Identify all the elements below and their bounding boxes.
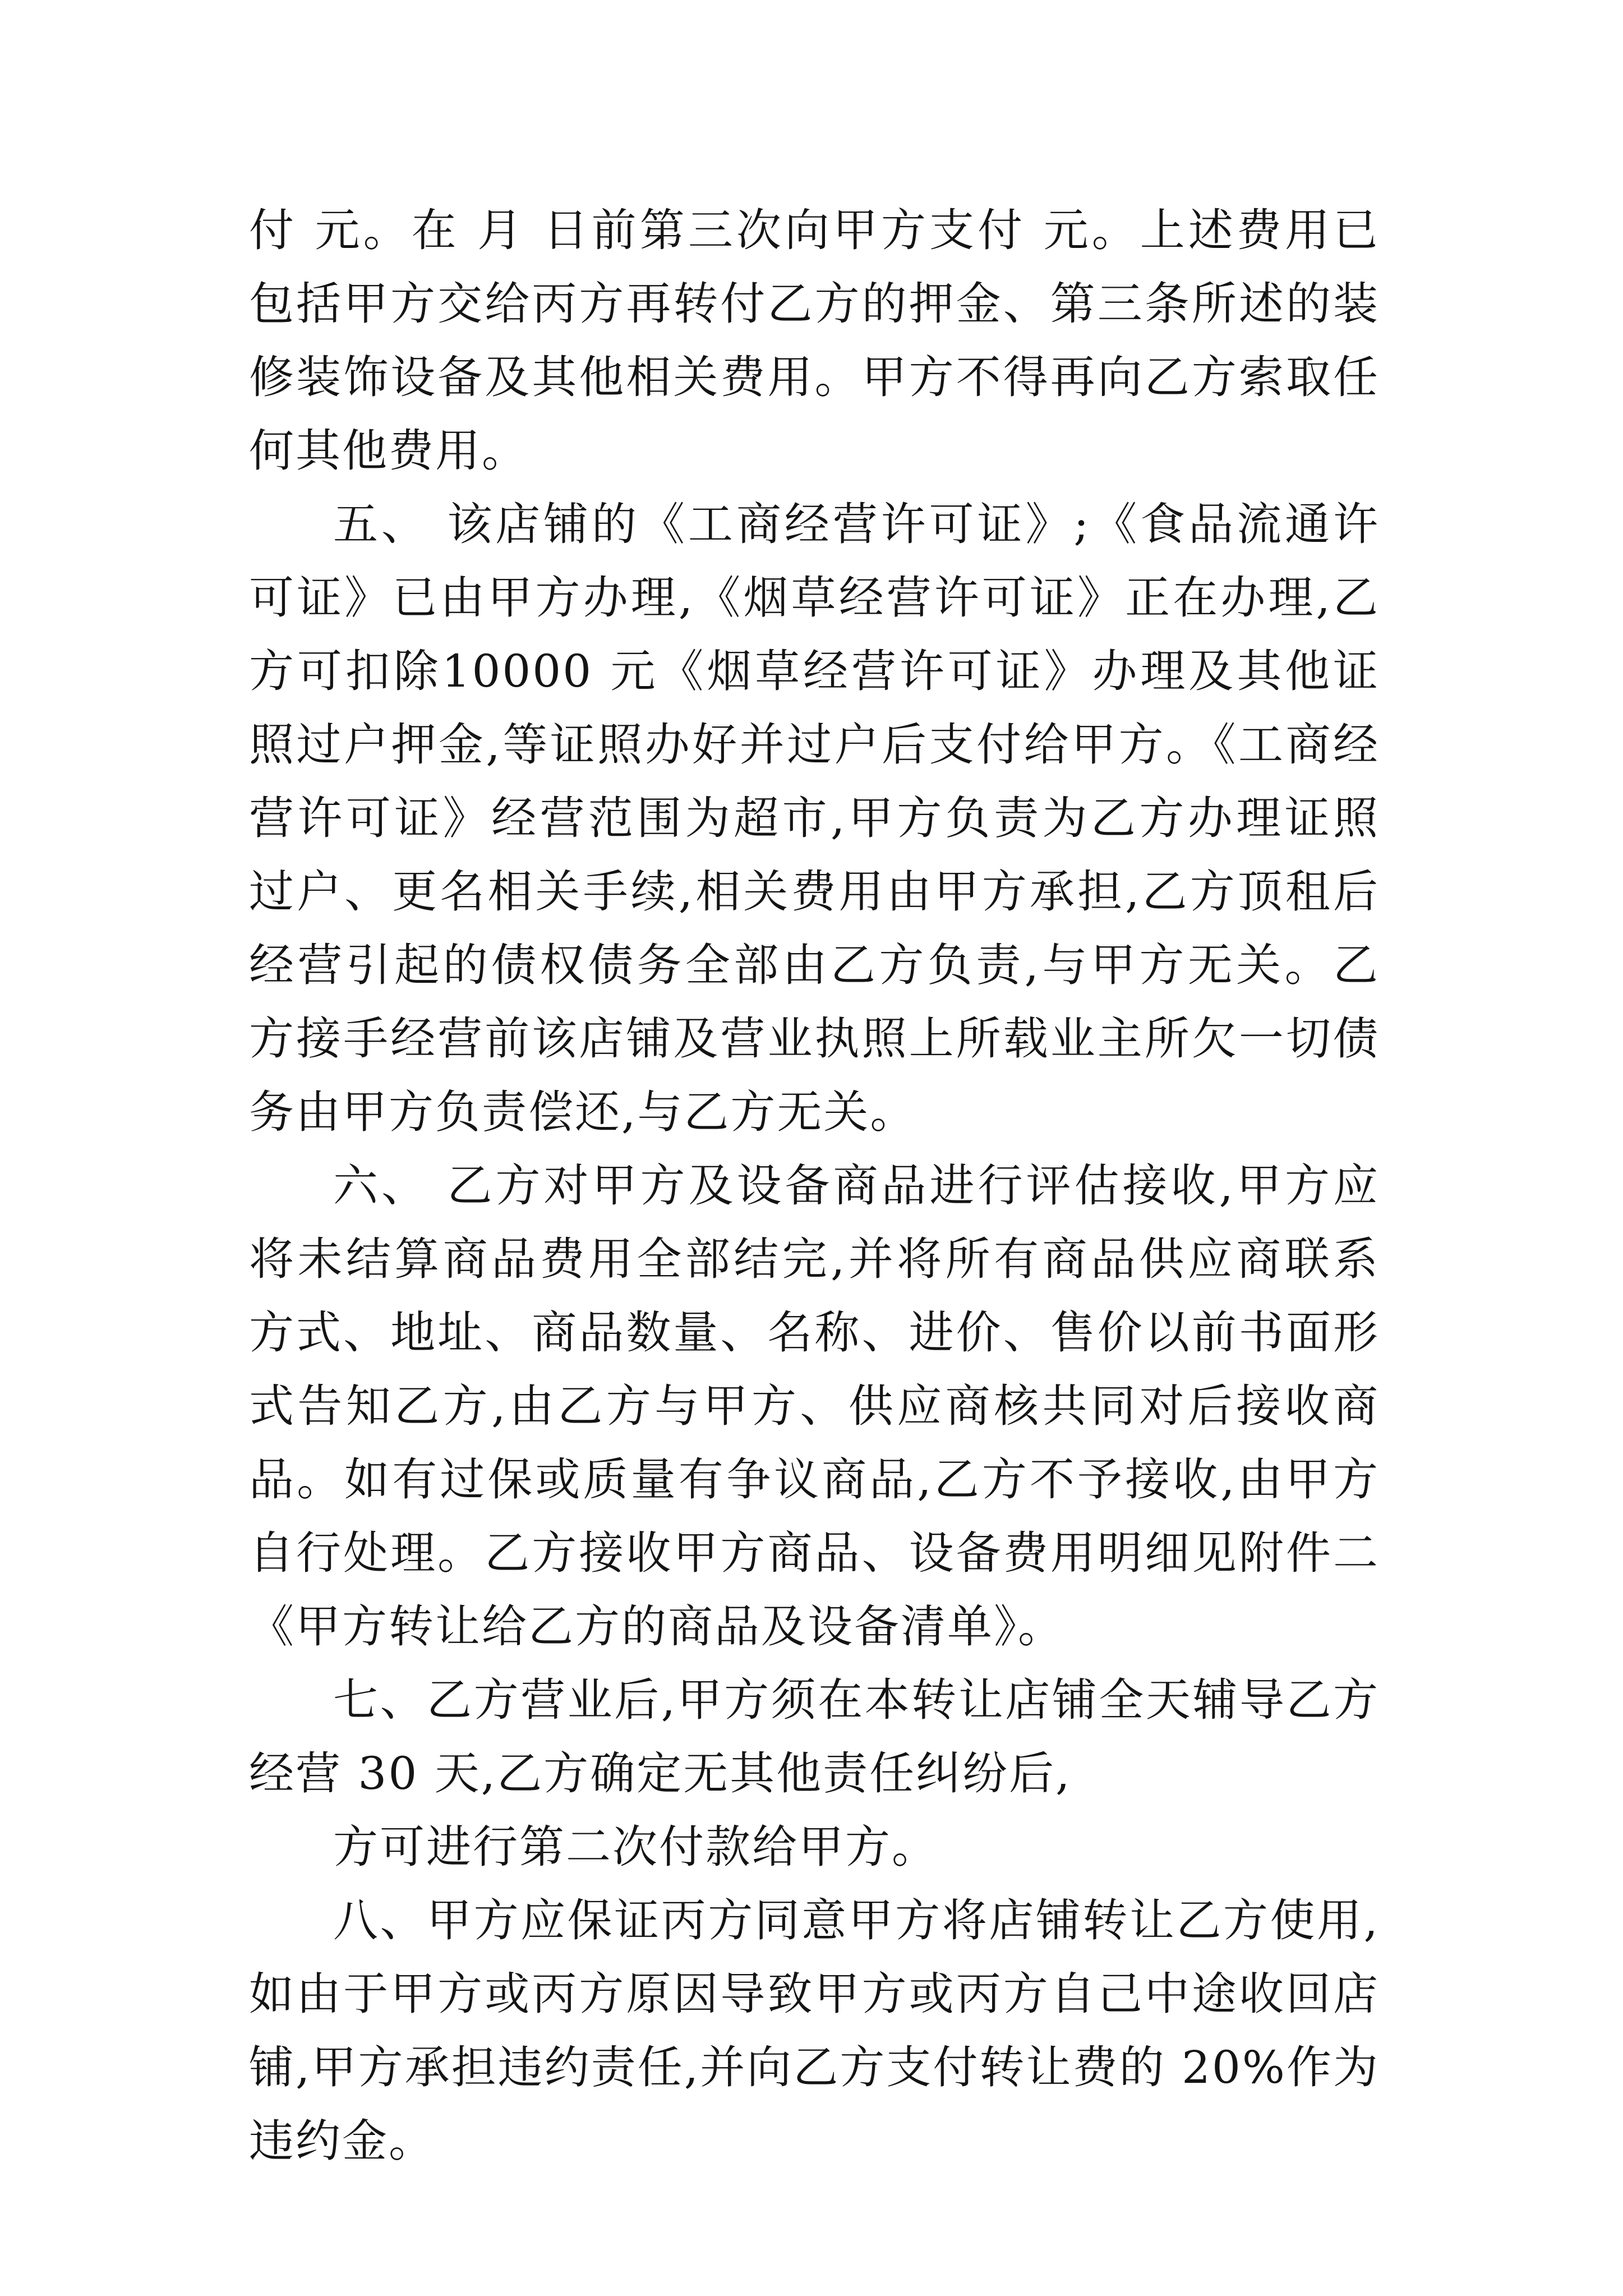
- paragraph-clause-7-continuation: 方可进行第二次付款给甲方。: [333, 1821, 938, 1873]
- paragraph-clause-7: 七、乙方营业后,甲方须在本转让店铺全天辅导乙方经营 30 天,乙方确定无其他责任纠纷后,: [249, 1674, 1380, 1800]
- paragraph-clause-5: 五、 该店铺的《工商经营许可证》;《食品流通许可证》已由甲方办理,《烟草经营许可证》正在办理,乙方可扣除10000 元《烟草经营许可证》办理及其他证照过户押金,等证照办好并过户后支付给甲方。《工商经营许可证》经营范围为超市,甲方负责为乙方办理证照过户、更名相关手续,相关费用由甲方承担,乙方顶租后经营引起的债权债务全部由乙方负责,与甲方无关。乙方接手经营前该店铺及营业执照上所载业主所欠一切债务由甲方负责偿还,与乙方无关。: [249, 498, 1380, 1138]
- paragraph-clause-6: 六、 乙方对甲方及设备商品进行评估接收,甲方应将未结算商品费用全部结完,并将所有商品供应商联系方式、地址、商品数量、名称、进价、售价以前书面形式告知乙方,由乙方与甲方、供应商核共同对后接收商品。如有过保或质量有争议商品,乙方不予接收,由甲方自行处理。乙方接收甲方商品、设备费用明细见附件二《甲方转让给乙方的商品及设备清单》。: [249, 1159, 1380, 1653]
- paragraph-payment-continuation: 付 元。在 月 日前第三次向甲方支付 元。上述费用已包括甲方交给丙方再转付乙方的押金、第三条所述的装修装饰设备及其他相关费用。甲方不得再向乙方索取任何其他费用。: [249, 204, 1380, 477]
- paragraph-clause-8: 八、甲方应保证丙方同意甲方将店铺转让乙方使用,如由于甲方或丙方原因导致甲方或丙方自己中途收回店铺,甲方承担违约责任,并向乙方支付转让费的 20%作为违约金。: [249, 1894, 1380, 2167]
- document-body: [249, 194, 1380, 2178]
